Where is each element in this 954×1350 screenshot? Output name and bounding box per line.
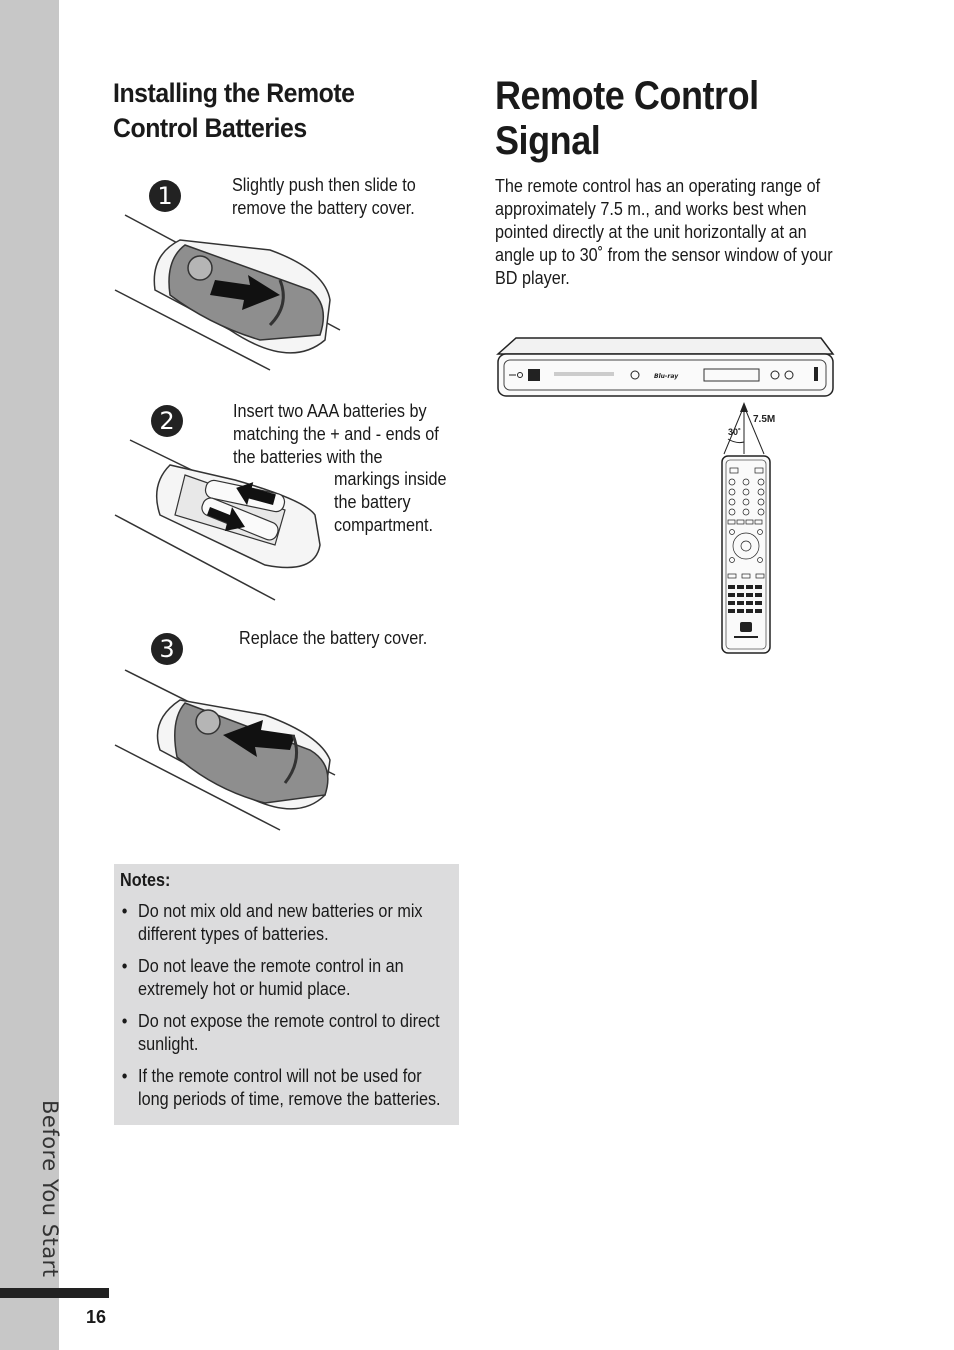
step-1-number: 1 [149,180,181,212]
notes-box [114,864,459,1125]
player-signal-diagram [496,336,836,656]
step-3-number: 3 [151,633,183,665]
note-item: • Do not leave the remote control in an extremely hot or humid place. [120,955,453,1001]
hp-logo-icon [528,369,540,381]
note-item: • If the remote control will not be used for long periods of time, remove the batteries. [120,1065,453,1111]
step-2-text-b: markings inside the battery compartment. [334,469,447,535]
step-2-text-a: Insert two AAA batteries by matching the + and - ends of the batteries with the [233,401,439,467]
distance-label: 7.5M [753,414,776,425]
section-heading-signal: Remote Control Signal [495,74,759,163]
battery-insert-illustration [115,435,330,605]
notes-title: Notes: [120,870,171,890]
player-top [498,338,833,354]
svg-text:Blu-ray: Blu-ray [654,373,679,380]
step-3-text: Replace the battery cover. [239,628,428,648]
remote-cover-open-illustration [110,210,340,380]
signal-description: The remote control has an operating range of approximately 7.5 m., and works best when pointed directly at the unit horizontally at an angle up to 30˚ from the sensor window of your BD player. [495,176,833,288]
angle-label: 30˚ [728,427,742,437]
page-number-bar [0,1288,109,1298]
notes-list [120,900,453,1111]
section-title: Before You Start [38,1100,62,1278]
note-item: • Do not expose the remote control to direct sunlight. [120,1010,453,1056]
remote-cover-replace-illustration [115,665,340,835]
page-number: 16 [86,1307,107,1327]
step-2-number: 2 [151,405,183,437]
section-heading-batteries: Installing the Remote Control Batteries [113,78,355,143]
step-1-text: Slightly push then slide to remove the battery cover. [232,175,416,218]
note-item: • Do not mix old and new batteries or mix different types of batteries. [120,900,453,946]
